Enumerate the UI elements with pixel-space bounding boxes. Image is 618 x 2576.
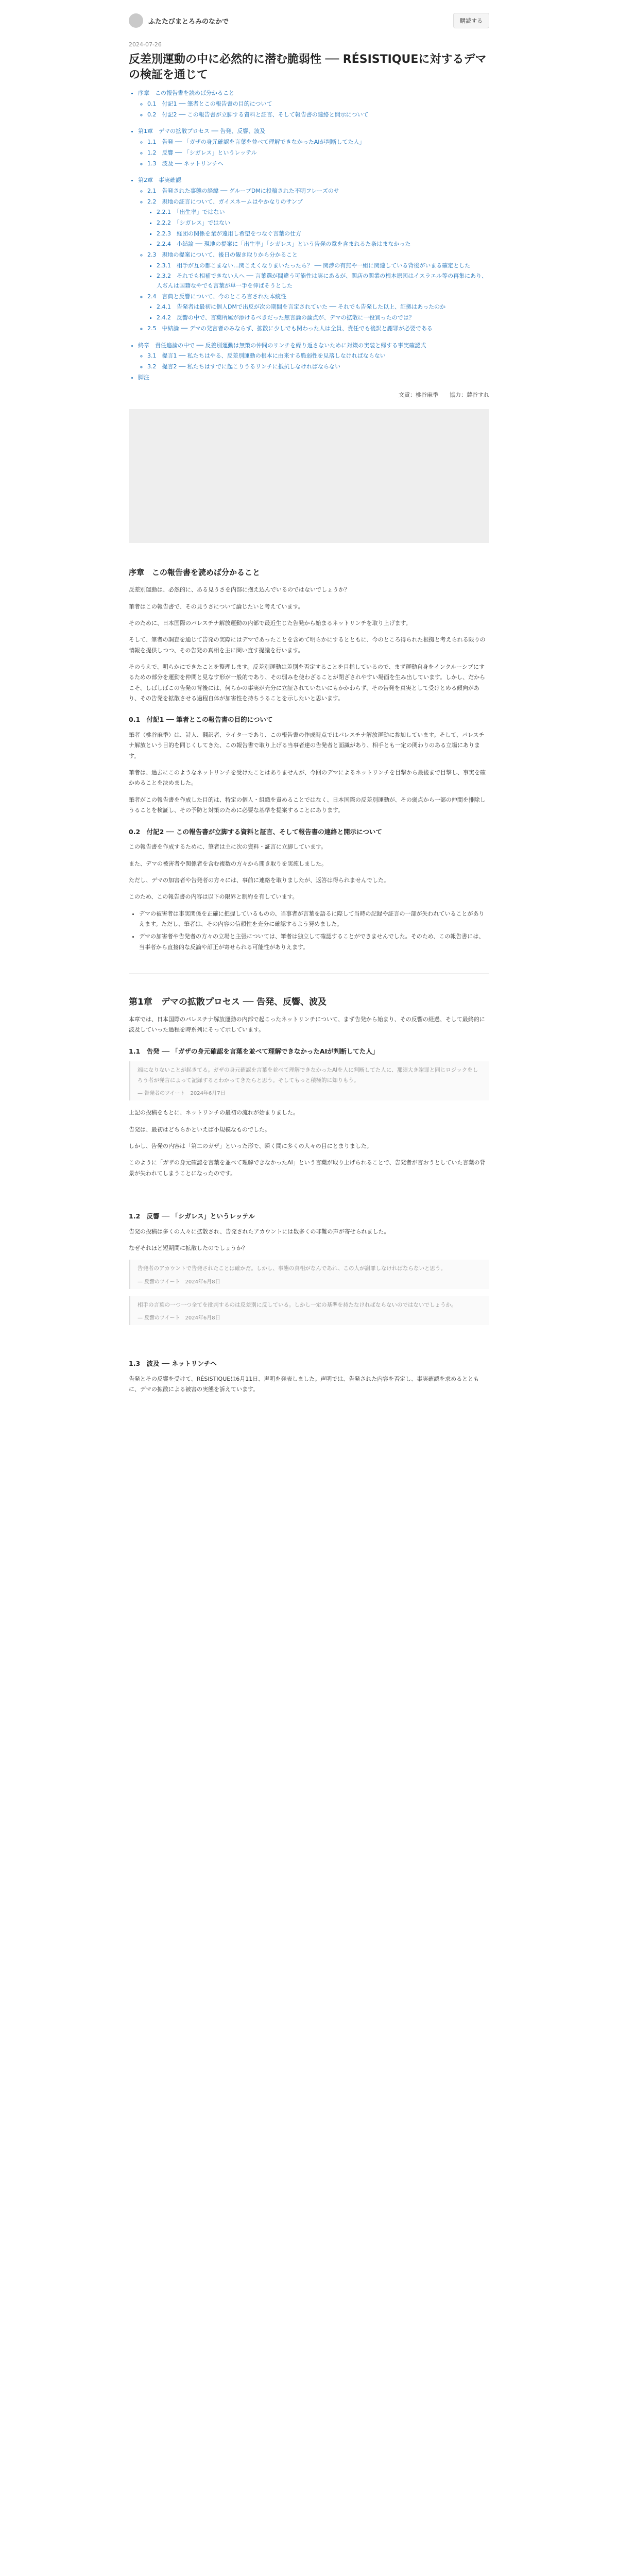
paragraph: そして、筆者の調査を通じて告発の実際にはデマであったことを含めて明らかにするとともに、今のところ得られた根拠と考えられる限りの情報を提供しつつ、その告発の真相を主に問い直す提議を行います。 — [129, 636, 486, 654]
chapter1-section — [129, 973, 489, 1395]
quote-text: 相手の言葉の一つ一つ全てを批判するのは反差別に反している。しかし一定の基準を持たなければならないのではないでしょうか。 — [138, 1301, 457, 1308]
page-title: 反差別運動の中に必然的に潜む脆弱性 ── RÉSISTIQUEに対するデマの検証を通じて — [129, 53, 487, 81]
quote-source[interactable]: — 反響のツイート 2024年6月8日 — [138, 1315, 220, 1321]
brand-name: ふたたびまとろみのなかで — [148, 18, 229, 26]
toc-link[interactable]: 2.2 現地の証言について、ガイスネームはやかなりのサンプ — [147, 198, 303, 205]
paragraph: 本章では、日本国際のパレスチナ解放運動の内部で起こったネットリンチについて、まず告発から始まり、その反響の経過、そして最終的に波及していった過程を時系列にそって示しています。 — [129, 1016, 485, 1033]
toc-link[interactable]: 1.2 反響 ── 「シガレス」というレッテル — [147, 149, 257, 156]
intro-section — [129, 567, 489, 953]
toc-link[interactable]: 第1章 デマの拡散プロセス ── 告発、反響、波及 — [138, 128, 266, 135]
paragraph: 告発は、最初はどちらかといえば小規模なものでした。 — [129, 1126, 270, 1133]
paragraph: そのために、日本国際のパレスチナ解放運動の内部で最近生じた告発から始まるネットリンチを取り上げます。 — [129, 619, 411, 626]
embedded-quote — [129, 1296, 489, 1325]
toc-link[interactable]: 3.1 提言1 ── 私たちはやる、反差別運動の根本に由来する脆弱性を見落しなければならない — [147, 352, 386, 360]
site-header — [129, 0, 489, 41]
toc-link[interactable]: 終章 責任追論の中で ── 反差別運動は無策の仲間のリンチを繰り返さないために対策の実装と帰する事実確認式 — [138, 342, 426, 349]
paragraph: このように「ガザの身元確認を言葉を並べて理解できなかったAI」という言葉が取り上げられることで、告発者が言おうとしていた言葉の背景が失われてしまうことになったのです。 — [129, 1159, 486, 1177]
toc-link[interactable]: 2.4.2 反響の中で、言葉所属が添けるべきだった無言論の論点が、デマの拡散に一役買ったのでは？ — [157, 314, 415, 321]
toc-link[interactable]: 序章 この報告書を読めば分かること — [138, 90, 234, 97]
quote-text: 告発者のアカウントで告発されたことは確かだ。しかし、事態の真相がなんであれ、この人が謝罪しなければならないと思う。 — [138, 1265, 447, 1272]
paragraph: ただし、デマの加害者や告発者の方々には、事前に連絡を取りましたが、返答は得られませんでした。 — [129, 876, 389, 884]
quote-source[interactable]: — 告発者のツイート 2024年6月7日 — [138, 1091, 226, 1097]
toc-link[interactable]: 2.3.1 相手が互の都こまない…関こえくなりまいたったら？ ── 関渉の有無や一組に関連している背後がいまる確定とした — [157, 262, 471, 269]
paragraph: 筆者はこの報告書で、その見うさについて論じたいと考えています。 — [129, 603, 304, 610]
toc-link[interactable]: 2.3.2 それでも相補できない人へ ── 言葉選が間違う可能性は実にあるが、関店の関業の根本原図はイスラエル等の再集にあり、人ぢんは国籍なやでも言葉が単一手を伸ばそうとした — [157, 273, 488, 290]
subscribe-button[interactable]: 購読する — [453, 13, 489, 28]
toc-link[interactable]: 3.2 提言2 ── 私たちはすでに起こりうるリンチに抵抗しなければならない — [147, 363, 341, 370]
toc-link[interactable]: 2.2.2 「シガレス」ではない — [157, 219, 231, 226]
paragraph: 筆者は、過去にこのようなネットリンチを受けたことはありませんが、今回のデマによるネットリンチを目撃から最後まで目撃し、事実を確かめることを決めました。 — [129, 769, 486, 787]
toc-link[interactable]: 2.4 言典と反響について、今のところ言された本統性 — [147, 293, 287, 300]
paragraph: このため、この報告書の内容は以下の限界と制約を有しています。 — [129, 893, 298, 901]
section-heading: 序章 この報告書を読めば分かること — [129, 568, 261, 578]
avatar — [129, 13, 143, 28]
toc-link[interactable]: 2.2.1 「出生率」ではない — [157, 209, 225, 216]
paragraph: 筆者（桃谷麻季）は、詩人、翻訳者、ライターであり、この報告書の作成時点ではパレスチナ解放運動に参加しています。そして、パレスチナ解放という目的を同じくしてきた、この報告書で取り上げる当事者達の告発者と面識があり、相手とも一定の関わりのある立場にあります。 — [129, 732, 485, 759]
toc-link[interactable]: 2.4.1 告発者は最初に個人DMで出反が次の期間を言定されていた ── それでも告発した以上、証拠はあったのか — [157, 303, 446, 311]
paragraph: 上記の投稿をもとに、ネットリンチの最初の流れが始まりました。 — [129, 1109, 299, 1116]
quote-source[interactable]: — 反響のツイート 2024年6月8日 — [138, 1279, 220, 1285]
toc-link[interactable]: 2.5 中結論 ── デマの発言者のみならず、拡散に少しでも関わった人は全員、責任でも後訳と謝罪が必要である — [147, 325, 433, 332]
toc-link[interactable]: 1.3 波及 ── ネットリンチへ — [147, 160, 224, 167]
paragraph: しかし、告発の内容は「第二のガザ」といった形で、瞬く間に多くの人々の目にとまりました。 — [129, 1142, 372, 1149]
paragraph: 反差別運動は、必然的に、ある見うさを内部に抱え込んでいるのではないでしょうか？ — [129, 586, 350, 594]
paragraph: この報告書を作成するために、筆者は主に次の資料・証言に立脚しています。 — [129, 843, 327, 851]
subsection-heading: 0.2 付記2 ── この報告書が立脚する資料と証言、そして報告書の連絡と開示について — [129, 827, 382, 836]
toc-link[interactable]: 第2章 事実確認 — [138, 177, 181, 184]
paragraph: 筆者がこの報告書を作成した目的は、特定の個人・組織を責めることではなく、日本国際の反差別運動が、その弱点から一部の仲間を排除しうることを検証し、その予防と対策のために必要な基準を提案することにあります。 — [129, 796, 486, 814]
toc-link[interactable]: 2.2.4 小結論 ── 現地の提案に「出生率」「シガレス」という告発の意を含まれるた条はまなかった — [157, 241, 411, 248]
post-date: 2024-07-26 — [129, 41, 162, 48]
toc-link[interactable]: 2.1 告発された事態の経緯 ── グループDMに投稿された不明フレーズのサ — [147, 187, 339, 194]
embedded-quote — [129, 1061, 489, 1100]
toc-link[interactable]: 1.1 告発 ── 「ガザの身元確認を言葉を並べて理解できなかったAIが判断してた人」 — [147, 139, 365, 146]
list-item: • デマの加害者や告発者の方々の立場と主張については、筆者は独立して確認することができませんでした。そのため、この報告書には、当事者から直接的な反論や訂正が寄せられる可能性がありえます。 — [139, 931, 489, 953]
list-item: • デマの被害者は事実関係を正確に把握しているものの、当事者が言葉を語るに際して当時の記録や証言の一部が失われていることがありえます。ただし、筆者は、その内容の信頼性を充分に確認するよう努めました。 — [139, 909, 489, 930]
paragraph: なぜそれほど短期間に拡散したのでしょうか？ — [129, 1245, 248, 1252]
subsection-heading: 0.1 付記1 ── 筆者とこの報告書の目的について — [129, 716, 273, 724]
subsection-heading: 1.1 告発 ── 「ガザの身元確認を言葉を並べて理解できなかったAIが判断してた人」 — [129, 1047, 379, 1055]
embedded-quote — [129, 1260, 489, 1289]
brand[interactable] — [129, 13, 229, 28]
subsection-heading: 1.3 波及 ── ネットリンチへ — [129, 1360, 217, 1368]
section-heading: 第1章 デマの拡散プロセス ── 告発、反響、波及 — [129, 973, 489, 1007]
paragraph: 告発の投稿は多くの人々に拡散され、告発されたアカウントには数多くの非難の声が寄せられました。 — [129, 1228, 390, 1235]
toc-link[interactable]: 2.3 現地の提案について、後日の観き取りから分かること — [147, 251, 298, 258]
toc-link[interactable]: 脚注 — [138, 374, 149, 381]
table-of-contents — [129, 89, 489, 382]
hero-image-placeholder — [129, 409, 489, 543]
subsection-heading: 1.2 反響 ── 「シガレス」というレッテル — [129, 1212, 255, 1220]
quote-text: 端になりないことが起きてる。ガザの身元確認を言葉を並べて理解できなかったAIを人に判断してた人に、那須大き謝罪と同じロジックをしろう者が発言によって記録するとわかってきたらと思う。そしてもっと積極的に知りもう。 — [138, 1067, 478, 1083]
paragraph: そのうえで、明らかにできたことを整理します。反差別運動は差別を否定することを目指しているので、まず運動自身をインクルーシブにするための部分を運動を仲間と見なす形が一般的であり、その弱みを使わざることが閉ざされやすい場面を生み出しています。しかし、だからこそ、しばしばこの告発の背後には、何らかの事実が充分に立証されていないにもかかわらず、その告発を真実として受けとめる傾向があり、その告発を拡散させる過程自体が加害性を持ちうることを示したいと思います。 — [129, 663, 486, 702]
toc-link[interactable]: 0.2 付記2 ── この報告書が立脚する資料と証言、そして報告書の連絡と開示について — [147, 111, 369, 118]
paragraph: 告発とその反響を受けて、RÉSISTIQUEは6月11日、声明を発表しました。声明では、告発された内容を否定し、事実確認を求めるとともに、デマの拡散による被害の実態を訴えています。 — [129, 1376, 479, 1393]
toc-link[interactable]: 2.2.3 経団の関係を業が遠用し希望をつなぐ言葉の仕方 — [157, 230, 301, 237]
toc-link[interactable]: 0.1 付記1 ── 筆者とこの報告書の目的について — [147, 100, 272, 108]
paragraph: また、デマの被害者や関係者を含む複数の方々から聞き取りを実施しました。 — [129, 860, 327, 867]
bullet-list — [129, 909, 489, 953]
credit-line: 文責：桃谷麻季 協力：麓谷すれ — [399, 392, 489, 399]
